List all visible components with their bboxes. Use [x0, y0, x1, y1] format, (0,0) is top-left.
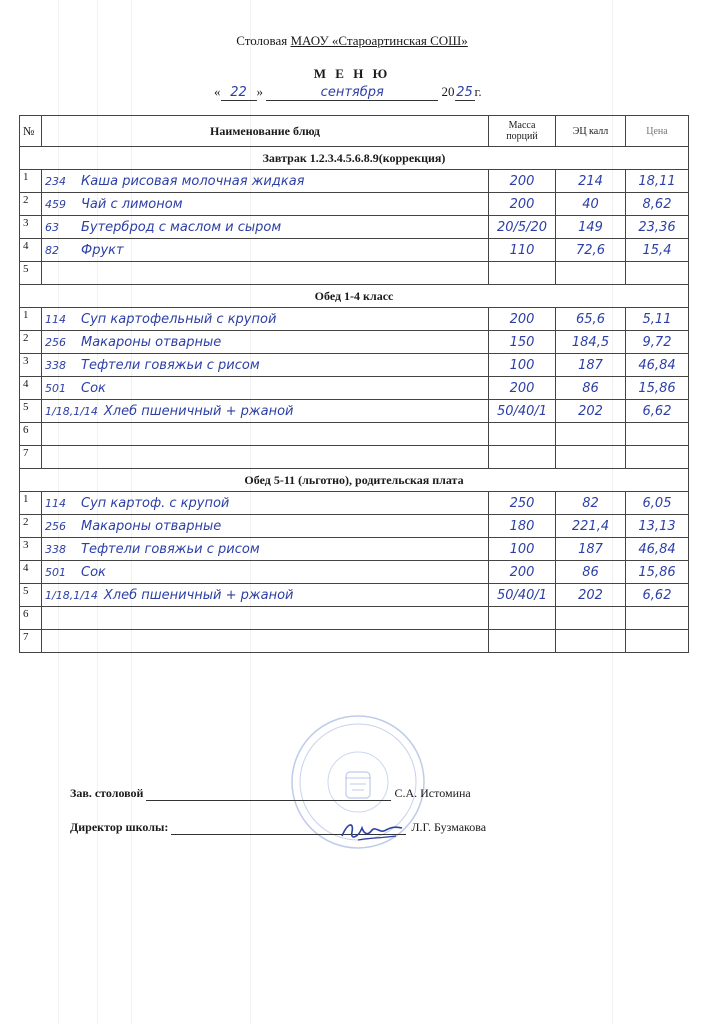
dish-name: Бутерброд с маслом и сыром — [81, 219, 282, 235]
dish-price: 8,62 — [626, 193, 689, 216]
dish-kcal: 214 — [556, 170, 626, 193]
row-number: 5 — [20, 400, 42, 423]
col-price: Цена — [626, 116, 689, 147]
dish-kcal: 72,6 — [556, 239, 626, 262]
date-month: сентября — [320, 85, 384, 100]
dish-cell — [42, 515, 489, 538]
dish-cell — [42, 538, 489, 561]
row-number: 1 — [20, 308, 42, 331]
dish-kcal: 40 — [556, 193, 626, 216]
row-number: 4 — [20, 377, 42, 400]
recipe-code: 338 — [45, 358, 66, 372]
row-number: 3 — [20, 216, 42, 239]
dish-price: 6,62 — [626, 584, 689, 607]
dish-name: Хлеб пшеничный + ржаной — [103, 587, 294, 603]
date-day: 22 — [230, 85, 247, 100]
row-number: 6 — [20, 423, 42, 446]
table-row — [20, 308, 689, 331]
recipe-code: 63 — [45, 220, 59, 234]
dish-mass: 200 — [489, 170, 556, 193]
dish-kcal: 82 — [556, 492, 626, 515]
head-label: Зав. столовой — [70, 786, 144, 800]
table-row — [20, 538, 689, 561]
row-number: 5 — [20, 584, 42, 607]
table-row — [20, 630, 689, 653]
dish-mass — [489, 446, 556, 469]
dish-cell — [42, 193, 489, 216]
date-year-suffix: г. — [474, 84, 482, 99]
recipe-code: 114 — [45, 312, 66, 326]
dish-kcal: 221,4 — [556, 515, 626, 538]
table-row — [20, 262, 689, 285]
table-row — [20, 331, 689, 354]
dish-mass: 110 — [489, 239, 556, 262]
dish-mass: 100 — [489, 538, 556, 561]
dish-price — [626, 607, 689, 630]
date-close-quote: » — [256, 84, 263, 99]
head-of-canteen-row — [70, 786, 471, 801]
dish-kcal — [556, 607, 626, 630]
dish-cell — [42, 331, 489, 354]
dish-mass — [489, 607, 556, 630]
dish-price: 46,84 — [626, 538, 689, 561]
dish-mass: 200 — [489, 193, 556, 216]
recipe-code: 501 — [45, 381, 66, 395]
dish-cell — [42, 216, 489, 239]
dish-mass: 200 — [489, 377, 556, 400]
dish-price — [626, 446, 689, 469]
dish-kcal: 86 — [556, 377, 626, 400]
organization-name: МАОУ «Староартинская СОШ» — [290, 33, 468, 48]
table-row — [20, 607, 689, 630]
table-row — [20, 193, 689, 216]
recipe-code: 501 — [45, 565, 66, 579]
dish-mass — [489, 423, 556, 446]
dish-price: 5,11 — [626, 308, 689, 331]
row-number: 7 — [20, 630, 42, 653]
recipe-code: 114 — [45, 496, 66, 510]
dish-mass: 200 — [489, 308, 556, 331]
dish-price — [626, 423, 689, 446]
date-year: 25 — [456, 85, 473, 100]
row-number: 1 — [20, 492, 42, 515]
dish-cell — [42, 239, 489, 262]
recipe-code: 1/18,1/14 — [45, 588, 98, 602]
dish-mass: 100 — [489, 354, 556, 377]
table-row — [20, 239, 689, 262]
dish-name: Суп картофельный с крупой — [81, 311, 277, 327]
table-row — [20, 561, 689, 584]
dish-kcal: 65,6 — [556, 308, 626, 331]
dish-price: 9,72 — [626, 331, 689, 354]
row-number: 2 — [20, 193, 42, 216]
dish-name: Сок — [81, 380, 106, 396]
dish-mass — [489, 630, 556, 653]
dish-kcal: 187 — [556, 538, 626, 561]
table-row — [20, 354, 689, 377]
table-row — [20, 216, 689, 239]
section-title: Обед 1-4 класс — [20, 285, 689, 308]
dish-price: 18,11 — [626, 170, 689, 193]
dish-kcal: 202 — [556, 584, 626, 607]
dish-name: Макароны отварные — [81, 518, 222, 534]
dish-price: 23,36 — [626, 216, 689, 239]
dish-cell — [42, 170, 489, 193]
dish-cell — [42, 262, 489, 285]
dish-name: Тефтели говяжьи с рисом — [81, 357, 260, 373]
recipe-code: 338 — [45, 542, 66, 556]
recipe-code: 234 — [45, 174, 66, 188]
table-row — [20, 584, 689, 607]
dish-kcal: 202 — [556, 400, 626, 423]
dish-kcal — [556, 446, 626, 469]
dish-cell — [42, 308, 489, 331]
menu-body — [20, 147, 689, 653]
director-signature — [338, 818, 408, 844]
page-title: М Е Н Ю — [313, 66, 391, 81]
dish-kcal — [556, 262, 626, 285]
dish-name: Хлеб пшеничный + ржаной — [103, 403, 294, 419]
date-year-prefix: 20 — [441, 84, 455, 99]
dish-mass — [489, 262, 556, 285]
table-row — [20, 170, 689, 193]
dish-cell — [42, 630, 489, 653]
row-number: 3 — [20, 538, 42, 561]
row-number: 2 — [20, 331, 42, 354]
table-row — [20, 492, 689, 515]
dish-kcal: 187 — [556, 354, 626, 377]
dish-mass: 50/40/1 — [489, 400, 556, 423]
row-number: 4 — [20, 561, 42, 584]
dish-cell — [42, 423, 489, 446]
dish-mass: 50/40/1 — [489, 584, 556, 607]
dish-price: 15,4 — [626, 239, 689, 262]
dish-mass: 150 — [489, 331, 556, 354]
section-title: Завтрак 1.2.3.4.5.6.8.9(коррекция) — [20, 147, 689, 170]
dish-kcal: 86 — [556, 561, 626, 584]
dish-name: Макароны отварные — [81, 334, 222, 350]
dish-kcal: 149 — [556, 216, 626, 239]
row-number: 4 — [20, 239, 42, 262]
dish-mass: 180 — [489, 515, 556, 538]
dish-price: 15,86 — [626, 377, 689, 400]
row-number: 3 — [20, 354, 42, 377]
director-name: Л.Г. Бузмакова — [411, 820, 487, 834]
dish-cell — [42, 492, 489, 515]
recipe-code: 256 — [45, 519, 66, 533]
recipe-code: 1/18,1/14 — [45, 404, 98, 418]
dish-name: Сок — [81, 564, 106, 580]
dish-cell — [42, 446, 489, 469]
table-row — [20, 515, 689, 538]
dish-name: Каша рисовая молочная жидкая — [81, 173, 305, 189]
dish-cell — [42, 561, 489, 584]
header-prefix: Столовая — [236, 33, 288, 48]
dish-cell — [42, 400, 489, 423]
dish-name: Суп картоф. с крупой — [81, 495, 230, 511]
director-label: Директор школы: — [70, 820, 169, 834]
table-header — [20, 116, 689, 147]
dish-price: 13,13 — [626, 515, 689, 538]
dish-name: Фрукт — [81, 242, 124, 258]
dish-price: 46,84 — [626, 354, 689, 377]
row-number: 1 — [20, 170, 42, 193]
dish-kcal: 184,5 — [556, 331, 626, 354]
dish-mass: 250 — [489, 492, 556, 515]
dish-price — [626, 262, 689, 285]
date-open-quote: « — [214, 84, 221, 99]
col-dish-name: Наименование блюд — [42, 116, 489, 147]
col-number: № — [20, 116, 42, 147]
table-row — [20, 423, 689, 446]
dish-cell — [42, 607, 489, 630]
dish-price — [626, 630, 689, 653]
header-organization — [0, 33, 704, 49]
recipe-code: 459 — [45, 197, 66, 211]
row-number: 2 — [20, 515, 42, 538]
dish-cell — [42, 377, 489, 400]
director-row — [70, 820, 486, 835]
row-number: 7 — [20, 446, 42, 469]
dish-price: 6,05 — [626, 492, 689, 515]
dish-kcal — [556, 423, 626, 446]
recipe-code: 82 — [45, 243, 59, 257]
row-number: 5 — [20, 262, 42, 285]
dish-kcal — [556, 630, 626, 653]
section-header — [20, 285, 689, 308]
dish-price: 15,86 — [626, 561, 689, 584]
col-mass: Масса порций — [489, 116, 556, 147]
col-kcal: ЭЦ калл — [556, 116, 626, 147]
menu-table — [19, 115, 689, 653]
head-name: С.А. Истомина — [394, 786, 471, 800]
dish-cell — [42, 584, 489, 607]
dish-cell — [42, 354, 489, 377]
row-number: 6 — [20, 607, 42, 630]
table-row — [20, 377, 689, 400]
dish-price: 6,62 — [626, 400, 689, 423]
section-header — [20, 147, 689, 170]
dish-mass: 200 — [489, 561, 556, 584]
dish-mass: 20/5/20 — [489, 216, 556, 239]
section-header — [20, 469, 689, 492]
menu-date — [214, 84, 524, 102]
recipe-code: 256 — [45, 335, 66, 349]
dish-name: Тефтели говяжьи с рисом — [81, 541, 260, 557]
dish-name: Чай с лимоном — [81, 196, 183, 212]
table-row — [20, 446, 689, 469]
section-title: Обед 5-11 (льготно), родительская плата — [20, 469, 689, 492]
table-row — [20, 400, 689, 423]
